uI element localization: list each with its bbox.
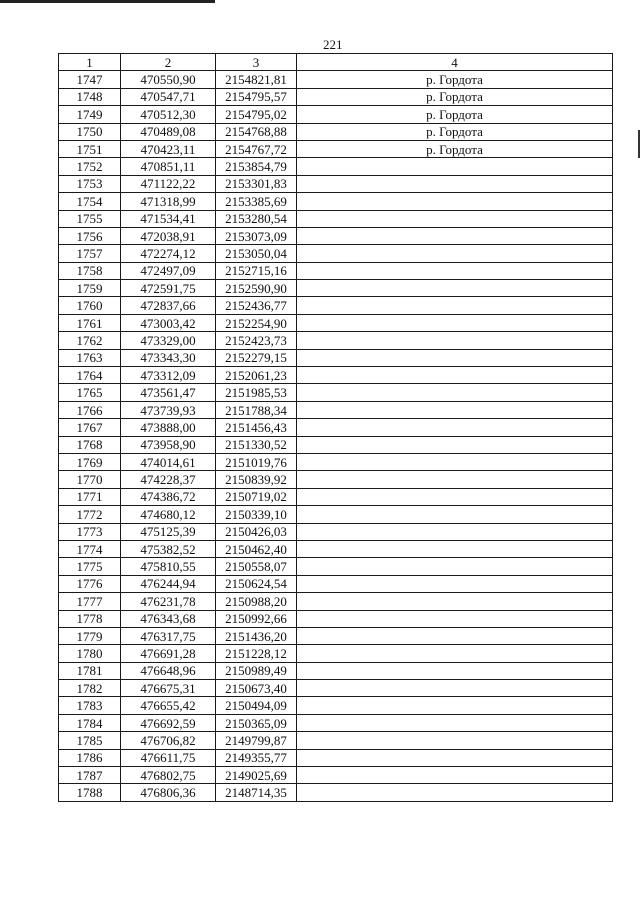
x-coordinate-cell: 471534,41 bbox=[121, 210, 216, 227]
table-row bbox=[59, 280, 613, 297]
table-row bbox=[59, 506, 613, 523]
note-cell: р. Гордота bbox=[297, 88, 613, 105]
point-number-cell: 1781 bbox=[59, 662, 121, 679]
x-coordinate-cell: 474386,72 bbox=[121, 488, 216, 505]
y-coordinate-cell: 2153280,54 bbox=[216, 210, 297, 227]
point-number-cell: 1774 bbox=[59, 540, 121, 557]
note-cell bbox=[297, 314, 613, 331]
y-coordinate-cell: 2150494,09 bbox=[216, 697, 297, 714]
x-coordinate-cell: 472274,12 bbox=[121, 245, 216, 262]
table-row bbox=[59, 140, 613, 157]
note-cell bbox=[297, 523, 613, 540]
table-row bbox=[59, 227, 613, 244]
note-cell bbox=[297, 540, 613, 557]
x-coordinate-cell: 476675,31 bbox=[121, 680, 216, 697]
table-row bbox=[59, 523, 613, 540]
point-number-cell: 1757 bbox=[59, 245, 121, 262]
note-cell: р. Гордота bbox=[297, 106, 613, 123]
x-coordinate-cell: 474228,37 bbox=[121, 471, 216, 488]
note-cell bbox=[297, 697, 613, 714]
point-number-cell: 1753 bbox=[59, 175, 121, 192]
table-row bbox=[59, 297, 613, 314]
table-row bbox=[59, 627, 613, 644]
point-number-cell: 1747 bbox=[59, 71, 121, 88]
table-row bbox=[59, 558, 613, 575]
x-coordinate-cell: 476648,96 bbox=[121, 662, 216, 679]
table-row bbox=[59, 540, 613, 557]
y-coordinate-cell: 2150365,09 bbox=[216, 714, 297, 731]
note-cell bbox=[297, 645, 613, 662]
x-coordinate-cell: 474680,12 bbox=[121, 506, 216, 523]
x-coordinate-cell: 471122,22 bbox=[121, 175, 216, 192]
note-cell: р. Гордота bbox=[297, 123, 613, 140]
note-cell bbox=[297, 419, 613, 436]
y-coordinate-cell: 2152423,73 bbox=[216, 332, 297, 349]
y-coordinate-cell: 2149799,87 bbox=[216, 732, 297, 749]
table-row bbox=[59, 488, 613, 505]
y-coordinate-cell: 2151456,43 bbox=[216, 419, 297, 436]
y-coordinate-cell: 2150988,20 bbox=[216, 593, 297, 610]
table-row bbox=[59, 575, 613, 592]
table-row bbox=[59, 436, 613, 453]
table-row bbox=[59, 106, 613, 123]
table-row bbox=[59, 71, 613, 88]
x-coordinate-cell: 476706,82 bbox=[121, 732, 216, 749]
note-cell bbox=[297, 436, 613, 453]
point-number-cell: 1784 bbox=[59, 714, 121, 731]
point-number-cell: 1779 bbox=[59, 627, 121, 644]
x-coordinate-cell: 473003,42 bbox=[121, 314, 216, 331]
note-cell bbox=[297, 627, 613, 644]
table-row bbox=[59, 680, 613, 697]
point-number-cell: 1783 bbox=[59, 697, 121, 714]
x-coordinate-cell: 475125,39 bbox=[121, 523, 216, 540]
point-number-cell: 1760 bbox=[59, 297, 121, 314]
x-coordinate-cell: 476691,28 bbox=[121, 645, 216, 662]
note-cell bbox=[297, 575, 613, 592]
note-cell bbox=[297, 193, 613, 210]
x-coordinate-cell: 476692,59 bbox=[121, 714, 216, 731]
x-coordinate-cell: 476611,75 bbox=[121, 749, 216, 766]
y-coordinate-cell: 2150992,66 bbox=[216, 610, 297, 627]
top-rule bbox=[0, 0, 215, 3]
point-number-cell: 1785 bbox=[59, 732, 121, 749]
point-number-cell: 1772 bbox=[59, 506, 121, 523]
x-coordinate-cell: 470851,11 bbox=[121, 158, 216, 175]
x-coordinate-cell: 470547,71 bbox=[121, 88, 216, 105]
point-number-cell: 1751 bbox=[59, 140, 121, 157]
table-row bbox=[59, 314, 613, 331]
y-coordinate-cell: 2151788,34 bbox=[216, 401, 297, 418]
table-row bbox=[59, 767, 613, 784]
point-number-cell: 1768 bbox=[59, 436, 121, 453]
note-cell bbox=[297, 227, 613, 244]
point-number-cell: 1759 bbox=[59, 280, 121, 297]
x-coordinate-cell: 476244,94 bbox=[121, 575, 216, 592]
point-number-cell: 1758 bbox=[59, 262, 121, 279]
point-number-cell: 1787 bbox=[59, 767, 121, 784]
note-cell bbox=[297, 784, 613, 801]
table-row bbox=[59, 471, 613, 488]
y-coordinate-cell: 2154767,72 bbox=[216, 140, 297, 157]
point-number-cell: 1756 bbox=[59, 227, 121, 244]
x-coordinate-cell: 473312,09 bbox=[121, 367, 216, 384]
note-cell bbox=[297, 453, 613, 470]
table-row bbox=[59, 367, 613, 384]
y-coordinate-cell: 2152254,90 bbox=[216, 314, 297, 331]
y-coordinate-cell: 2154795,02 bbox=[216, 106, 297, 123]
note-cell bbox=[297, 280, 613, 297]
table-row bbox=[59, 245, 613, 262]
x-coordinate-cell: 470550,90 bbox=[121, 71, 216, 88]
y-coordinate-cell: 2150719,02 bbox=[216, 488, 297, 505]
y-coordinate-cell: 2151985,53 bbox=[216, 384, 297, 401]
note-cell bbox=[297, 401, 613, 418]
column-header-3: 3 bbox=[216, 54, 297, 71]
note-cell bbox=[297, 210, 613, 227]
x-coordinate-cell: 474014,61 bbox=[121, 453, 216, 470]
point-number-cell: 1770 bbox=[59, 471, 121, 488]
y-coordinate-cell: 2150673,40 bbox=[216, 680, 297, 697]
note-cell bbox=[297, 593, 613, 610]
note-cell bbox=[297, 175, 613, 192]
y-coordinate-cell: 2153073,09 bbox=[216, 227, 297, 244]
y-coordinate-cell: 2152590,90 bbox=[216, 280, 297, 297]
point-number-cell: 1780 bbox=[59, 645, 121, 662]
point-number-cell: 1788 bbox=[59, 784, 121, 801]
table-row bbox=[59, 784, 613, 801]
y-coordinate-cell: 2150839,92 bbox=[216, 471, 297, 488]
note-cell bbox=[297, 714, 613, 731]
point-number-cell: 1750 bbox=[59, 123, 121, 140]
y-coordinate-cell: 2153385,69 bbox=[216, 193, 297, 210]
y-coordinate-cell: 2151019,76 bbox=[216, 453, 297, 470]
note-cell: р. Гордота bbox=[297, 71, 613, 88]
point-number-cell: 1766 bbox=[59, 401, 121, 418]
point-number-cell: 1748 bbox=[59, 88, 121, 105]
x-coordinate-cell: 470489,08 bbox=[121, 123, 216, 140]
table-row bbox=[59, 453, 613, 470]
note-cell bbox=[297, 767, 613, 784]
note-cell bbox=[297, 262, 613, 279]
column-header-4: 4 bbox=[297, 54, 613, 71]
y-coordinate-cell: 2154768,88 bbox=[216, 123, 297, 140]
y-coordinate-cell: 2152436,77 bbox=[216, 297, 297, 314]
y-coordinate-cell: 2150426,03 bbox=[216, 523, 297, 540]
x-coordinate-cell: 472038,91 bbox=[121, 227, 216, 244]
y-coordinate-cell: 2153050,04 bbox=[216, 245, 297, 262]
x-coordinate-cell: 473739,93 bbox=[121, 401, 216, 418]
point-number-cell: 1777 bbox=[59, 593, 121, 610]
y-coordinate-cell: 2152715,16 bbox=[216, 262, 297, 279]
y-coordinate-cell: 2149025,69 bbox=[216, 767, 297, 784]
table-row bbox=[59, 123, 613, 140]
x-coordinate-cell: 472497,09 bbox=[121, 262, 216, 279]
note-cell bbox=[297, 732, 613, 749]
note-cell bbox=[297, 680, 613, 697]
note-cell bbox=[297, 471, 613, 488]
point-number-cell: 1775 bbox=[59, 558, 121, 575]
x-coordinate-cell: 470512,30 bbox=[121, 106, 216, 123]
note-cell bbox=[297, 297, 613, 314]
y-coordinate-cell: 2154795,57 bbox=[216, 88, 297, 105]
table-header-row bbox=[59, 54, 613, 71]
point-number-cell: 1765 bbox=[59, 384, 121, 401]
page-number: 221 bbox=[323, 37, 343, 52]
x-coordinate-cell: 473329,00 bbox=[121, 332, 216, 349]
table-row bbox=[59, 697, 613, 714]
x-coordinate-cell: 475810,55 bbox=[121, 558, 216, 575]
point-number-cell: 1755 bbox=[59, 210, 121, 227]
x-coordinate-cell: 471318,99 bbox=[121, 193, 216, 210]
y-coordinate-cell: 2150558,07 bbox=[216, 558, 297, 575]
y-coordinate-cell: 2150989,49 bbox=[216, 662, 297, 679]
table-row bbox=[59, 714, 613, 731]
point-number-cell: 1754 bbox=[59, 193, 121, 210]
point-number-cell: 1761 bbox=[59, 314, 121, 331]
table-row bbox=[59, 193, 613, 210]
x-coordinate-cell: 473958,90 bbox=[121, 436, 216, 453]
x-coordinate-cell: 476317,75 bbox=[121, 627, 216, 644]
table-row bbox=[59, 732, 613, 749]
coordinates-table bbox=[58, 53, 613, 802]
point-number-cell: 1786 bbox=[59, 749, 121, 766]
point-number-cell: 1776 bbox=[59, 575, 121, 592]
y-coordinate-cell: 2150624,54 bbox=[216, 575, 297, 592]
table-row bbox=[59, 332, 613, 349]
x-coordinate-cell: 472591,75 bbox=[121, 280, 216, 297]
y-coordinate-cell: 2149355,77 bbox=[216, 749, 297, 766]
point-number-cell: 1752 bbox=[59, 158, 121, 175]
note-cell bbox=[297, 158, 613, 175]
y-coordinate-cell: 2153854,79 bbox=[216, 158, 297, 175]
x-coordinate-cell: 472837,66 bbox=[121, 297, 216, 314]
note-cell bbox=[297, 749, 613, 766]
point-number-cell: 1773 bbox=[59, 523, 121, 540]
column-header-1: 1 bbox=[59, 54, 121, 71]
y-coordinate-cell: 2151436,20 bbox=[216, 627, 297, 644]
note-cell bbox=[297, 332, 613, 349]
point-number-cell: 1762 bbox=[59, 332, 121, 349]
point-number-cell: 1767 bbox=[59, 419, 121, 436]
note-cell bbox=[297, 488, 613, 505]
table-row bbox=[59, 645, 613, 662]
note-cell bbox=[297, 349, 613, 366]
point-number-cell: 1763 bbox=[59, 349, 121, 366]
y-coordinate-cell: 2150462,40 bbox=[216, 540, 297, 557]
note-cell bbox=[297, 367, 613, 384]
note-cell bbox=[297, 558, 613, 575]
x-coordinate-cell: 475382,52 bbox=[121, 540, 216, 557]
y-coordinate-cell: 2148714,35 bbox=[216, 784, 297, 801]
x-coordinate-cell: 473888,00 bbox=[121, 419, 216, 436]
table-row bbox=[59, 593, 613, 610]
x-coordinate-cell: 473561,47 bbox=[121, 384, 216, 401]
table-row bbox=[59, 88, 613, 105]
point-number-cell: 1771 bbox=[59, 488, 121, 505]
point-number-cell: 1782 bbox=[59, 680, 121, 697]
column-header-2: 2 bbox=[121, 54, 216, 71]
table-row bbox=[59, 210, 613, 227]
point-number-cell: 1778 bbox=[59, 610, 121, 627]
table-row bbox=[59, 262, 613, 279]
note-cell bbox=[297, 384, 613, 401]
y-coordinate-cell: 2150339,10 bbox=[216, 506, 297, 523]
table-row bbox=[59, 419, 613, 436]
x-coordinate-cell: 470423,11 bbox=[121, 140, 216, 157]
x-coordinate-cell: 473343,30 bbox=[121, 349, 216, 366]
table-row bbox=[59, 349, 613, 366]
y-coordinate-cell: 2151228,12 bbox=[216, 645, 297, 662]
table-row bbox=[59, 662, 613, 679]
point-number-cell: 1749 bbox=[59, 106, 121, 123]
x-coordinate-cell: 476806,36 bbox=[121, 784, 216, 801]
y-coordinate-cell: 2154821,81 bbox=[216, 71, 297, 88]
table-row bbox=[59, 610, 613, 627]
y-coordinate-cell: 2152279,15 bbox=[216, 349, 297, 366]
table-row bbox=[59, 158, 613, 175]
note-cell: р. Гордота bbox=[297, 140, 613, 157]
table-row bbox=[59, 384, 613, 401]
x-coordinate-cell: 476231,78 bbox=[121, 593, 216, 610]
point-number-cell: 1769 bbox=[59, 453, 121, 470]
x-coordinate-cell: 476802,75 bbox=[121, 767, 216, 784]
table-row bbox=[59, 749, 613, 766]
table-row bbox=[59, 175, 613, 192]
point-number-cell: 1764 bbox=[59, 367, 121, 384]
note-cell bbox=[297, 610, 613, 627]
note-cell bbox=[297, 245, 613, 262]
table-row bbox=[59, 401, 613, 418]
note-cell bbox=[297, 662, 613, 679]
x-coordinate-cell: 476655,42 bbox=[121, 697, 216, 714]
y-coordinate-cell: 2152061,23 bbox=[216, 367, 297, 384]
note-cell bbox=[297, 506, 613, 523]
y-coordinate-cell: 2151330,52 bbox=[216, 436, 297, 453]
y-coordinate-cell: 2153301,83 bbox=[216, 175, 297, 192]
x-coordinate-cell: 476343,68 bbox=[121, 610, 216, 627]
